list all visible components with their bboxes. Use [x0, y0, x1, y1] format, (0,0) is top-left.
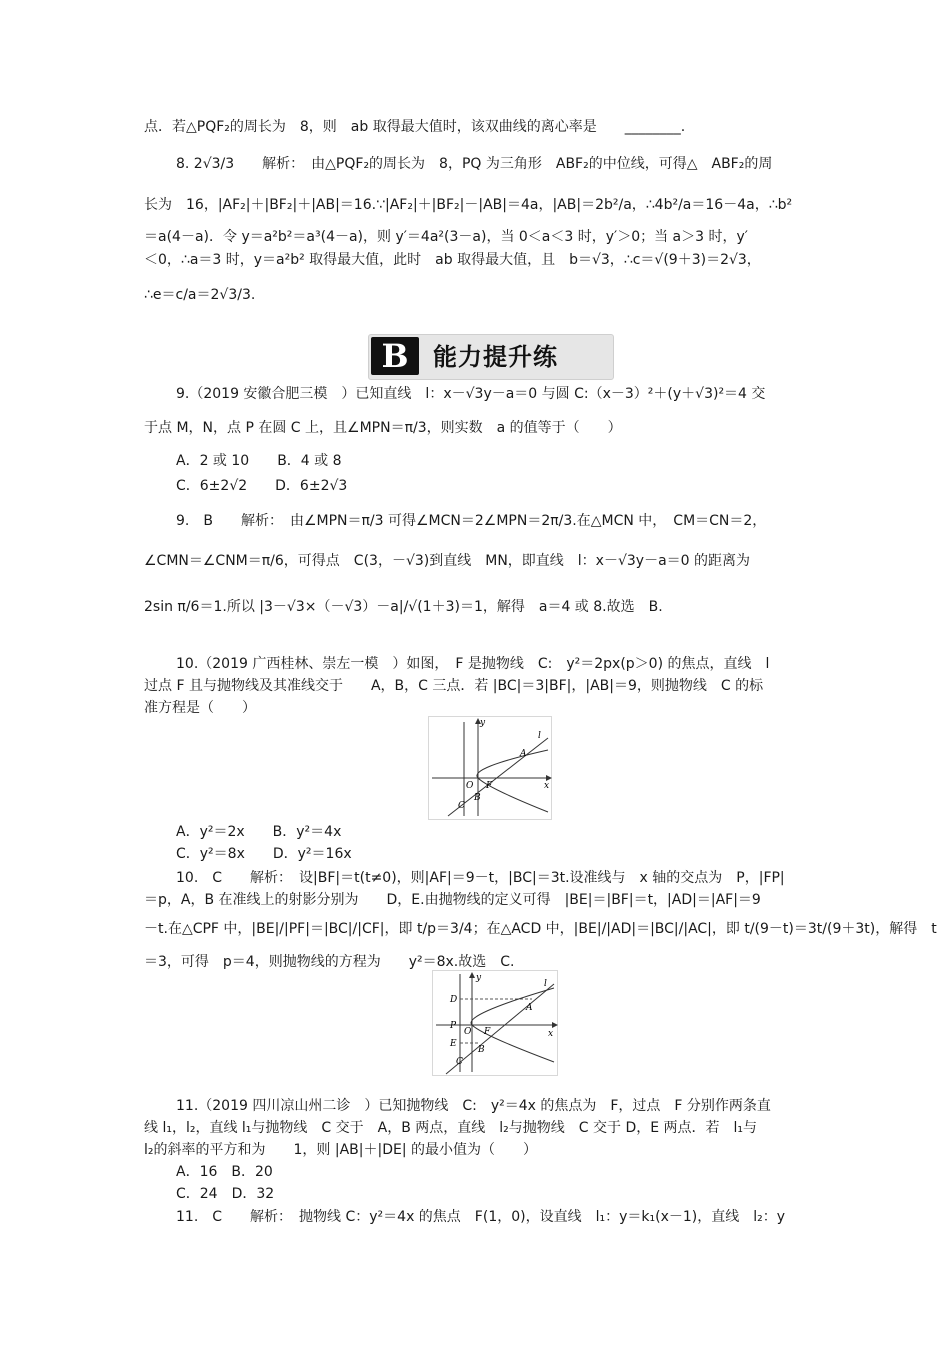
label-e: E	[450, 1039, 457, 1049]
text-line: 于点 M，N，点 P 在圆 C 上，且∠MPN＝π/3，则实数 a 的值等于（ ）	[144, 420, 622, 436]
text-line: 2sin π/6＝1.所以 |3－√3×（－√3）－a|/√(1＋3)＝1，解得 a＝4 或 8.故选 B.	[144, 599, 663, 615]
parabola-figure-2	[432, 970, 558, 1076]
label-b: B	[474, 793, 481, 803]
text-line: A．y²＝2x B．y²＝4x	[176, 824, 342, 840]
text-line: ＜0，∴a＝3 时，y＝a²b² 取得最大值，此时 ab 取得最大值，且 b＝√3，∴c＝√(9＋3)＝2√3，	[144, 252, 761, 268]
text-line: 线 l₁，l₂，直线 l₁与抛物线 C 交于 A，B 两点，直线 l₂与抛物线 C 交于 D，E 两点．若 l₁与	[144, 1120, 758, 1136]
text-line: ＝3，可得 p＝4，则抛物线的方程为 y²＝8x.故选 C.	[144, 954, 515, 970]
label-d: D	[450, 995, 458, 1005]
text-line: 9. B 解析： 由∠MPN＝π/3 可得∠MCN＝2∠MPN＝2π/3.在△MCN 中， CM＝CN＝2，	[176, 513, 767, 529]
text-line: 长为 16，|AF₂|＋|BF₂|＋|AB|＝16.∵|AF₂|＋|BF₂|－|AB|＝4a，|AB|＝2b²/a，∴4b²/a＝16－4a，∴b²	[144, 197, 793, 213]
label-l: l	[538, 731, 541, 741]
text-line: ∠CMN＝∠CNM＝π/6，可得点 C(3，－√3)到直线 MN，即直线 l：x－√3y－a＝0 的距离为	[144, 553, 751, 569]
text-line: A．16 B．20	[176, 1164, 273, 1180]
label-o: O	[464, 1027, 472, 1037]
section-title: 能力提升练	[433, 343, 558, 371]
text-line: C．y²＝8x D．y²＝16x	[176, 846, 352, 862]
label-f: F	[484, 1027, 491, 1037]
label-o: O	[466, 781, 474, 791]
text-line: 11.（2019 四川凉山州二诊 ）已知抛物线 C: y²＝4x 的焦点为 F，过点 F 分别作两条直	[176, 1098, 771, 1114]
text-line: ∴e＝c/a＝2√3/3.	[144, 287, 256, 303]
figure-frame	[429, 717, 552, 820]
label-a: A	[526, 1003, 533, 1013]
label-p: P	[450, 1021, 457, 1031]
text-line: －t.在△CPF 中，|BE|/|PF|＝|BC|/|CF|，即 t/p＝3/4；在△ACD 中，|BE|/|AD|＝|BC|/|AC|，即 t/(9－t)＝3t/(9＋3t)，解得 t	[144, 921, 937, 937]
text-line: 10. C 解析： 设|BF|＝t(t≠0)，则|AF|＝9－t，|BC|＝3t.设准线与 x 轴的交点为 P，|FP|	[176, 870, 785, 886]
label-x: x	[548, 1029, 554, 1039]
label-x: x	[544, 781, 550, 791]
label-f: F	[486, 781, 493, 791]
text-line: l₂的斜率的平方和为 1，则 |AB|＋|DE| 的最小值为（ ）	[144, 1142, 537, 1158]
text-line: 8. 2√3/3 解析： 由△PQF₂的周长为 8，PQ 为三角形 ABF₂的中位线，可得△ ABF₂的周	[176, 156, 773, 172]
text-line: 9.（2019 安徽合肥三模 ）已知直线 l：x－√3y－a＝0 与圆 C:（x－3）²＋(y＋√3)²＝4 交	[176, 386, 766, 402]
label-c: C	[458, 801, 465, 811]
text-line: C．24 D．32	[176, 1186, 275, 1202]
text-line: ＝a(4－a)．令 y＝a²b²＝a³(4－a)，则 y′＝4a²(3－a)，当 0＜a＜3 时，y′＞0；当 a＞3 时，y′	[144, 229, 748, 245]
text-line: C．6±2√2 D．6±2√3	[176, 478, 348, 494]
text-line: 过点 F 且与抛物线及其准线交于 A，B，C 三点．若 |BC|＝3|BF|，|AB|＝9，则抛物线 C 的标	[144, 678, 764, 694]
label-l: l	[544, 979, 547, 989]
text-line: 准方程是（ ）	[144, 700, 256, 716]
label-y: y	[480, 718, 486, 728]
label-b: B	[478, 1045, 485, 1055]
parabola-figure-1	[428, 716, 552, 820]
section-banner	[368, 334, 614, 380]
text-line: 11. C 解析： 抛物线 C：y²＝4x 的焦点 F(1，0)，设直线 l₁：y＝k₁(x－1)，直线 l₂：y	[176, 1209, 786, 1225]
section-letter: B	[371, 337, 419, 375]
text-line: 点．若△PQF₂的周长为 8，则 ab 取得最大值时，该双曲线的离心率是 ________.	[144, 119, 686, 135]
text-line: A．2 或 10 B．4 或 8	[176, 453, 342, 469]
label-a: A	[520, 749, 527, 759]
label-y: y	[476, 973, 482, 983]
text-line: 10.（2019 广西桂林、崇左一模 ）如图， F 是抛物线 C: y²＝2px(p＞0) 的焦点，直线 l	[176, 656, 770, 672]
label-c: C	[456, 1057, 463, 1067]
text-line: ＝p，A，B 在准线上的射影分别为 D，E.由抛物线的定义可得 |BE|＝|BF|＝t，|AD|＝|AF|＝9	[144, 892, 761, 908]
